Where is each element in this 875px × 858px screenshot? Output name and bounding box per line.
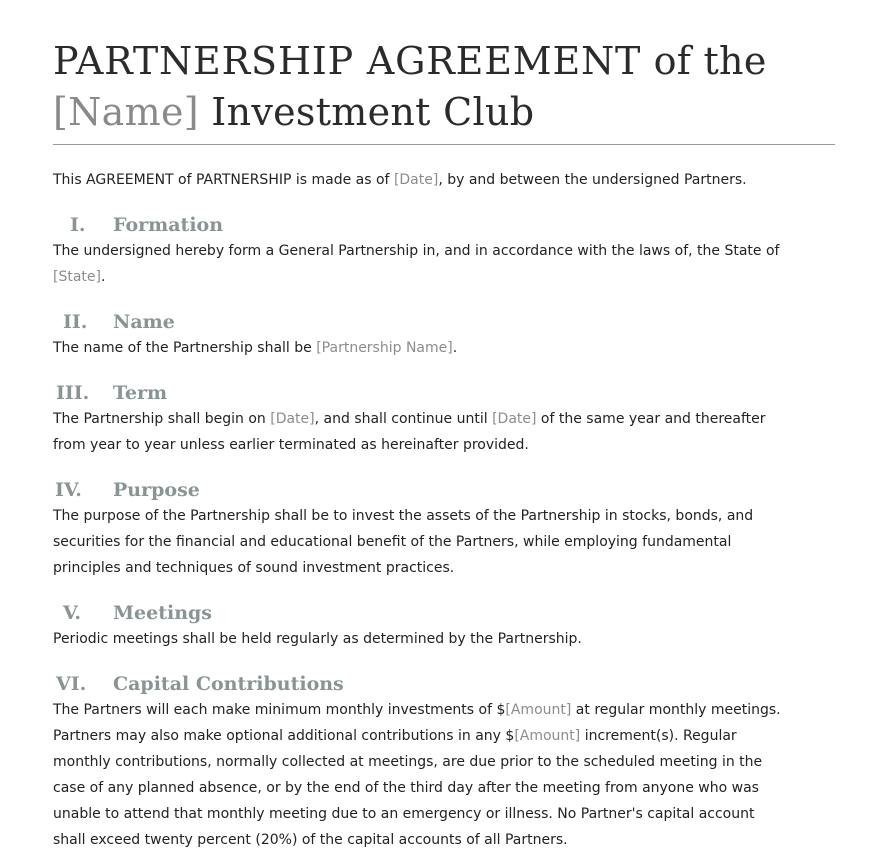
term-text-before: The Partnership shall begin on [53,411,271,427]
capital-line-1-before: The Partners will each make minimum monthly investments of $ [53,702,506,718]
increment-amount-placeholder[interactable]: [Amount] [514,728,581,744]
title-line-1 [53,36,835,87]
section-number: IV. [55,479,82,501]
capital-line-2-before: Partners may also make optional additional contributions in any $ [53,728,515,744]
state-placeholder[interactable]: [State] [53,269,101,285]
purpose-line-3: principles and techniques of sound investment practices. [53,560,455,576]
section-capital-contributions [53,671,835,853]
title-line-2 [53,87,835,138]
capital-paragraph [53,697,835,853]
section-title: Term [113,382,168,404]
section-heading-name [53,309,835,335]
name-text-before: The name of the Partnership shall be [53,340,317,356]
section-title: Meetings [113,602,212,624]
formation-line-2-end: . [100,269,106,285]
term-text-after: of the same year and thereafter [536,411,766,427]
formation-line-1: The undersigned hereby form a General Partnership in, and in accordance with the laws of, the State of [53,243,780,259]
term-end-date-placeholder[interactable]: [Date] [492,411,537,427]
section-heading-meetings [53,600,835,626]
title-divider [53,144,835,145]
title-caps: PARTNERSHIP AGREEMENT [53,39,642,83]
intro-text-before: This AGREEMENT of PARTNERSHIP is made as of [53,172,394,188]
section-number: I. [70,214,86,236]
section-title: Formation [113,214,224,236]
club-name-placeholder[interactable]: [Name] [53,90,199,134]
meetings-paragraph [53,626,835,652]
agreement-body [53,167,835,853]
section-heading-formation [53,212,835,238]
capital-line-6: shall exceed twenty percent (20%) of the capital accounts of all Partners. [53,832,568,848]
section-title: Capital Contributions [113,673,344,695]
capital-line-3: monthly contributions, normally collected at meetings, are due prior to the scheduled meeting in the [53,754,763,770]
document-page [53,36,835,848]
capital-line-1-after: at regular monthly meetings. [571,702,781,718]
section-title: Purpose [113,479,200,501]
partnership-name-placeholder[interactable]: [Partnership Name] [316,340,453,356]
section-number: III. [56,382,90,404]
purpose-paragraph [53,503,835,581]
section-number: II. [63,311,88,333]
section-heading-capital-contributions [53,671,835,697]
section-formation [53,212,835,290]
term-text-middle: , and shall continue until [314,411,493,427]
section-meetings [53,600,835,652]
term-start-date-placeholder[interactable]: [Date] [270,411,315,427]
section-number: VI. [56,673,87,695]
intro-paragraph [53,167,835,193]
intro-text-after: , by and between the undersigned Partners. [438,172,747,188]
section-heading-term [53,380,835,406]
capital-line-5: unable to attend that monthly meeting due to an emergency or illness. No Partner's capital account [53,806,755,822]
section-heading-purpose [53,477,835,503]
document-title [53,36,835,138]
name-text-after: . [452,340,458,356]
meetings-line-1: Periodic meetings shall be held regularly as determined by the Partnership. [53,631,582,647]
term-line-2: from year to year unless earlier terminated as hereinafter provided. [53,437,529,453]
section-title: Name [113,311,175,333]
purpose-line-2: securities for the financial and educational benefit of the Partners, while employing fundamental [53,534,732,550]
section-term [53,380,835,458]
formation-paragraph [53,238,835,290]
capital-line-2-after: increment(s). Regular [580,728,737,744]
section-purpose [53,477,835,581]
minimum-amount-placeholder[interactable]: [Amount] [505,702,572,718]
capital-line-4: case of any planned absence, or by the end of the third day after the meeting from anyone who was [53,780,759,796]
intro-date-placeholder[interactable]: [Date] [393,172,439,188]
title-club-suffix: Investment Club [198,90,535,134]
section-number: V. [63,602,82,624]
purpose-line-1: The purpose of the Partnership shall be to invest the assets of the Partnership in stocks, bonds, and [53,508,754,524]
name-paragraph [53,335,835,361]
term-paragraph [53,406,835,458]
section-name [53,309,835,361]
title-rest: of the [641,39,767,83]
